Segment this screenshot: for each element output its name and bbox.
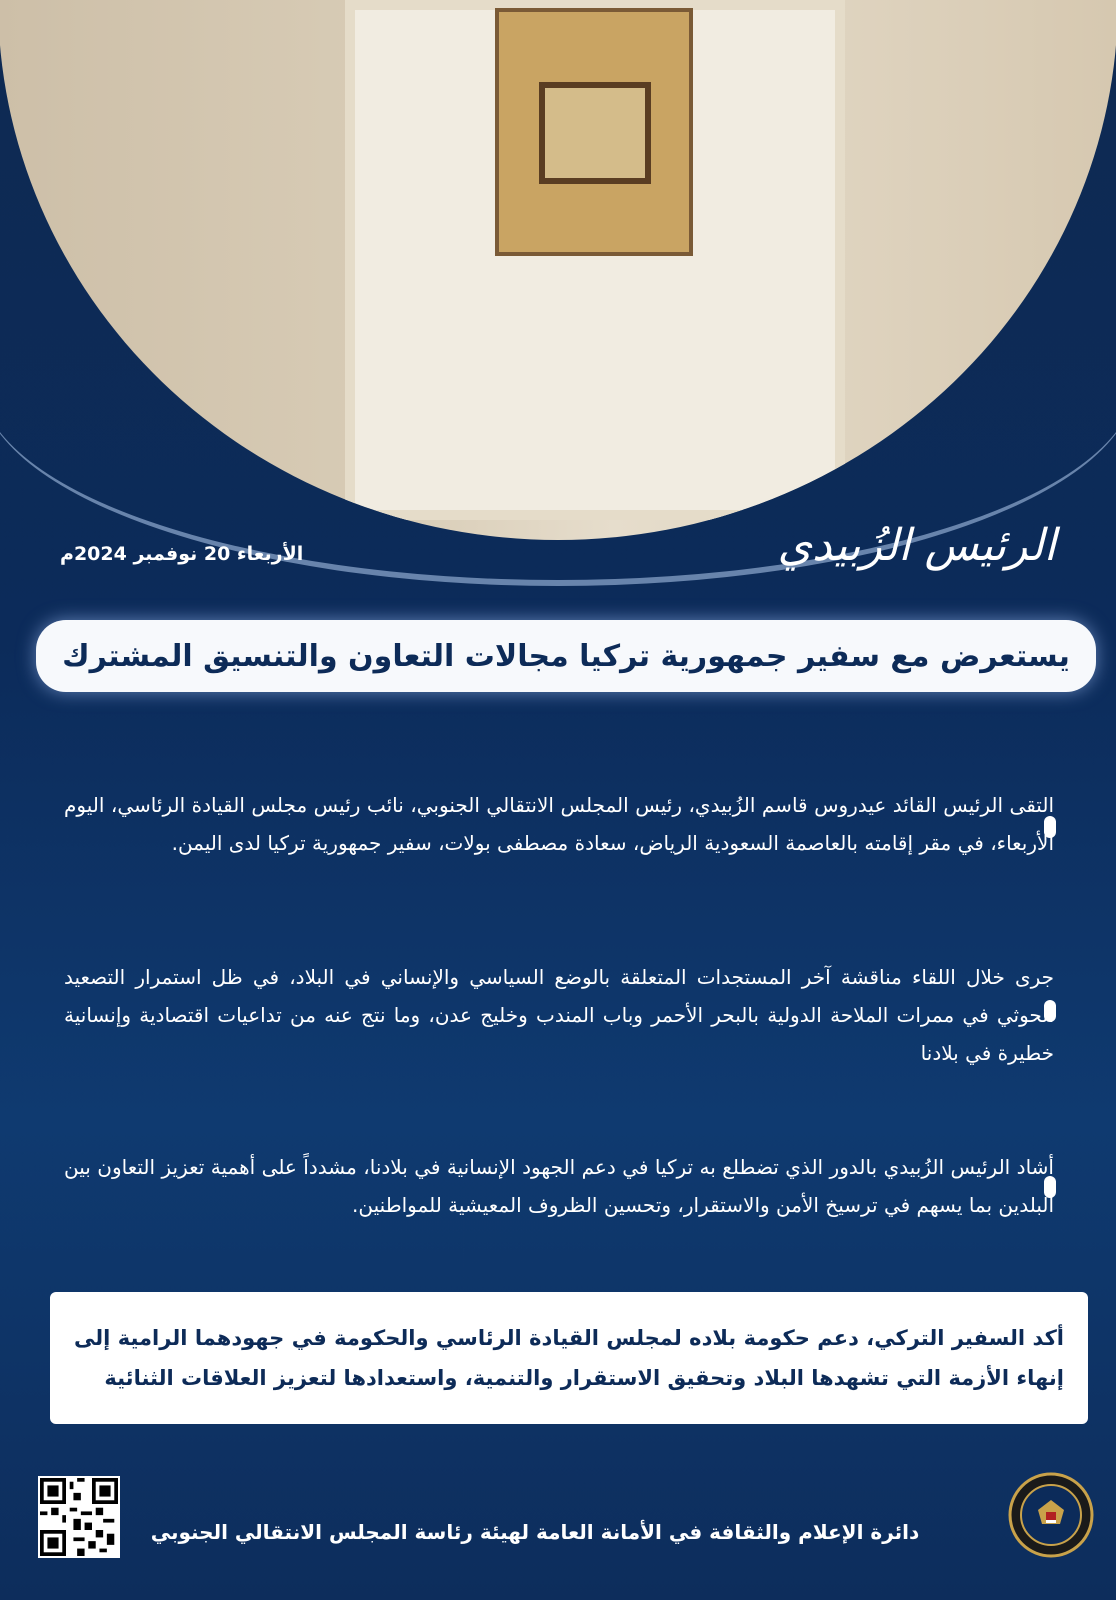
quote-box (50, 1292, 1088, 1424)
brand-title: الرئيس الزُبيدي (777, 520, 1056, 571)
headline-box (36, 620, 1096, 692)
bullet-paragraph-1: التقى الرئيس القائد عيدروس قاسم الزُبيدي، رئيس المجلس الانتقالي الجنوبي، نائب رئيس مجلس القيادة الرئاسي، اليوم الأربعاء، في مقر إقامته بالعاصمة السعودية الرياض، سعادة مصطفى بولات، سفير جمهورية تركيا لدى اليمن. (64, 793, 1054, 855)
qr-code-icon[interactable] (38, 1476, 120, 1558)
bullet-paragraph-2: جرى خلال اللقاء مناقشة آخر المستجدات المتعلقة بالوضع السياسي والإنساني في البلاد، في ظل استمرار التصعيد الحوثي في ممرات الملاحة الدولية بالبحر الأحمر وباب المندب وخليج عدن، وما نتج عنه من تداعيات اقتصادية وإنسانية خطيرة في بلادنا (64, 965, 1054, 1065)
headline-text: يستعرض مع سفير جمهورية تركيا مجالات التعاون والتنسيق المشترك (62, 638, 1070, 674)
stc-emblem-icon (1008, 1472, 1094, 1558)
post-date: الأربعاء 20 نوفمبر 2024م (60, 543, 304, 565)
bullet-paragraph-3: أشاد الرئيس الزُبيدي بالدور الذي تضطلع به تركيا في دعم الجهود الإنسانية في بلادنا، مشدداً على أهمية تعزيز التعاون بين البلدين بما يسهم في ترسيخ الأمن والاستقرار، وتحسين الظروف المعيشية للمواطنين. (64, 1155, 1054, 1217)
footer-credit: دائرة الإعلام والثقافة في الأمانة العامة لهيئة رئاسة المجلس الانتقالي الجنوبي (150, 1520, 920, 1544)
photo-painting (495, 8, 693, 256)
quote-text: أكد السفير التركي، دعم حكومة بلاده لمجلس القيادة الرئاسي والحكومة في جهودهما الرامية إلى إنهاء الأزمة التي تشهدها البلاد وتحقيق الاستقرار والتنمية، واستعدادها لتعزيز العلاقات الثنائية (74, 1326, 1064, 1390)
